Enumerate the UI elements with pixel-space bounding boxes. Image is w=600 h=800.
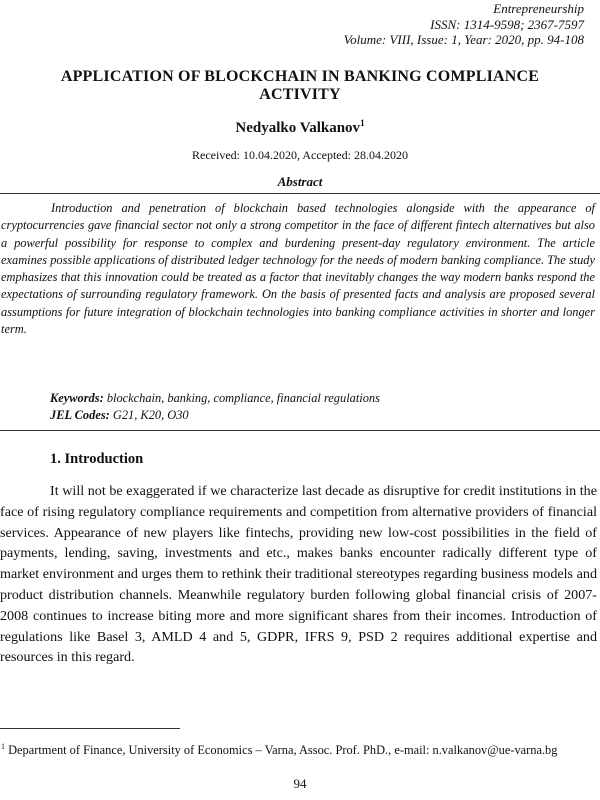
jel-codes-label: JEL Codes: (50, 408, 110, 422)
footnote-divider (0, 728, 180, 729)
title-line-1: APPLICATION OF BLOCKCHAIN IN BANKING COMPLIANCE (60, 68, 540, 85)
journal-volume: Volume: VIII, Issue: 1, Year: 2020, pp. 94-108 (343, 32, 584, 47)
received-accepted-dates: Received: 10.04.2020, Accepted: 28.04.2020 (192, 148, 408, 162)
author-name: Nedyalko Valkanov (235, 120, 361, 136)
abstract-heading: Abstract (277, 174, 323, 189)
page-number: 94 (293, 776, 307, 791)
keywords-divider (0, 430, 600, 431)
abstract-text: Introduction and penetration of blockchain based technologies alongside with the appearance of cryptocurrencies gave financial sector not only a strong competitor in the face of different fintech alternatives but also a powerful possibility for response to complex and burdening present-day regulatory environment. The article examines possible applications of distributed ledger technology for the needs of modern banking compliance. The study emphasizes that this innovation could be treated as a factor that inevitably changes the way modern banks respond the expectations of surrounding regulatory framework. On the basis of presented facts and analysis are proposed several assumptions for future integration of blockchain technologies into banking compliance activities in shorter and longer term. (1, 201, 595, 337)
footnote (1, 738, 597, 759)
journal-name: Entrepreneurship (493, 1, 584, 16)
keywords-value: blockchain, banking, compliance, financial regulations (106, 391, 380, 405)
keywords-line (50, 390, 590, 407)
jel-codes-line (50, 407, 590, 424)
title-line-2: ACTIVITY (259, 86, 341, 103)
journal-header (344, 1, 584, 48)
keywords-label: Keywords: (50, 391, 104, 405)
section-heading: 1. Introduction (50, 451, 144, 467)
paper-title (0, 68, 600, 104)
abstract-divider (0, 193, 600, 194)
author-footnote-mark: 1 (360, 118, 365, 128)
author (0, 118, 600, 137)
footnote-mark: 1 (1, 742, 5, 751)
journal-issn: ISSN: 1314-9598; 2367-7597 (430, 16, 584, 32)
keywords-block (50, 390, 590, 424)
footnote-text: Department of Finance, University of Economics – Varna, Assoc. Prof. PhD., e-mail: n.valkanov@ue-varna.bg (5, 743, 558, 758)
intro-paragraph: It will not be exaggerated if we characterize last decade as disruptive for credit institutions in the face of rising regulatory compliance requirements and competition from alternative providers of financial services. Appearance of new players like fintechs, providing new low-cost possibilities in the field of payments, lending, saving, investments and etc., makes banks encounter radically different type of market environment and urges them to rethink their traditional stereotypes regarding business models and product distribution channels. Meanwhile regulatory burden following global financial crisis of 2007-2008 continues to increase biting more and more significant shares from their incomes. Introduction of regulations like Basel 3, AMLD 4 and 5, GDPR, IFRS 9, PSD 2 requires additional expertise and resources in this regard. (0, 483, 597, 666)
jel-codes-value: G21, K20, O30 (112, 408, 189, 422)
